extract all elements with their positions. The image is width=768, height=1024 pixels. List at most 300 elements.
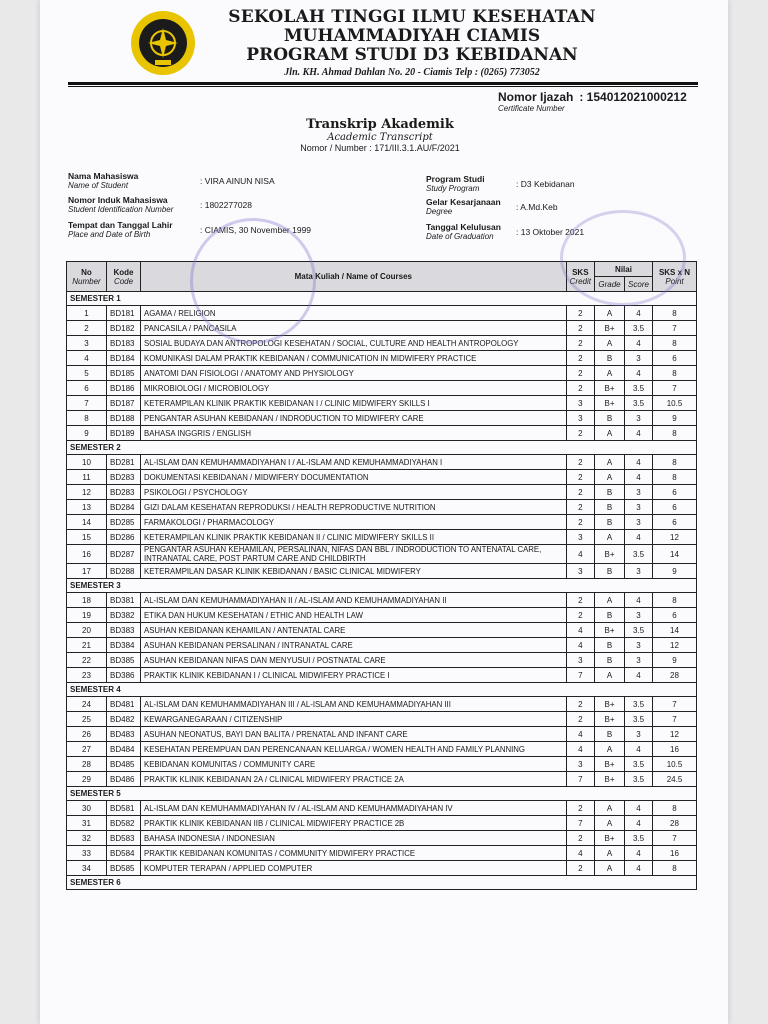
cell-point: 28 [653, 816, 697, 831]
cell-point: 6 [653, 608, 697, 623]
semester-heading [67, 787, 697, 801]
cell-course: ETIKA DAN HUKUM KESEHATAN / ETHIC AND HEALTH LAW [141, 608, 567, 623]
student-id: : 1802277028 [200, 200, 252, 210]
cell-no: 18 [67, 593, 107, 608]
cell-grade: B+ [595, 623, 625, 638]
cell-code: BD283 [107, 485, 141, 500]
cell-no: 4 [67, 351, 107, 366]
cell-point: 7 [653, 697, 697, 712]
document-title [200, 117, 560, 153]
cell-course: KETERAMPILAN KLINIK PRAKTIK KEBIDANAN II / CLINIC MIDWIFERY SKILLS II [141, 530, 567, 545]
certificate-label: Nomor Ijazah [498, 90, 574, 104]
cell-grade: A [595, 816, 625, 831]
cell-no: 10 [67, 455, 107, 470]
cell-no: 33 [67, 846, 107, 861]
institution-logo-icon [130, 10, 196, 76]
header-divider-thin [68, 86, 698, 87]
birth-label: Tempat dan Tanggal Lahir [68, 220, 173, 230]
cell-point: 14 [653, 545, 697, 564]
cell-course: AL-ISLAM DAN KEMUHAMMADIYAHAN IV / AL-ISLAM AND KEMUHAMMADIYAHAN IV [141, 801, 567, 816]
cell-grade: B+ [595, 757, 625, 772]
cell-grade: B [595, 564, 625, 579]
cell-sks: 2 [566, 455, 594, 470]
nim-label-en: Student Identification Number [68, 205, 174, 214]
semester-heading [67, 876, 697, 890]
cell-no: 27 [67, 742, 107, 757]
cell-grade: B [595, 411, 625, 426]
cell-grade: A [595, 742, 625, 757]
cell-code: BD484 [107, 742, 141, 757]
cell-sks: 3 [566, 411, 594, 426]
cell-code: BD386 [107, 668, 141, 683]
cell-sks: 2 [566, 515, 594, 530]
cell-score: 3.5 [625, 757, 653, 772]
cell-no: 19 [67, 608, 107, 623]
cell-score: 4 [625, 668, 653, 683]
cell-point: 8 [653, 306, 697, 321]
cell-code: BD288 [107, 564, 141, 579]
cell-no: 15 [67, 530, 107, 545]
cell-sks: 7 [566, 816, 594, 831]
cell-point: 12 [653, 727, 697, 742]
cell-score: 3 [625, 638, 653, 653]
cell-course: KOMPUTER TERAPAN / APPLIED COMPUTER [141, 861, 567, 876]
cell-course: ANATOMI DAN FISIOLOGI / ANATOMY AND PHYSIOLOGY [141, 366, 567, 381]
table-row [67, 846, 697, 861]
table-row [67, 470, 697, 485]
cell-grade: A [595, 426, 625, 441]
cell-no: 25 [67, 712, 107, 727]
cell-code: BD181 [107, 306, 141, 321]
cell-course: PRAKTIK KEBIDANAN KOMUNITAS / COMMUNITY MIDWIFERY PRACTICE [141, 846, 567, 861]
cell-no: 3 [67, 336, 107, 351]
cell-point: 16 [653, 742, 697, 757]
cell-code: BD287 [107, 545, 141, 564]
semester-label: SEMESTER 3 [67, 579, 697, 593]
cell-score: 3 [625, 653, 653, 668]
table-row [67, 861, 697, 876]
student-birth: : CIAMIS, 30 November 1999 [200, 225, 312, 235]
cell-code: BD582 [107, 816, 141, 831]
cell-code: BD285 [107, 515, 141, 530]
cell-score: 3.5 [625, 697, 653, 712]
cell-score: 3.5 [625, 772, 653, 787]
header-line-3: PROGRAM STUDI D3 KEBIDANAN [246, 45, 578, 65]
birth-label-en: Place and Date of Birth [68, 230, 151, 239]
cell-grade: B [595, 608, 625, 623]
institution-header [212, 8, 612, 78]
cell-grade: A [595, 846, 625, 861]
cell-course: PRAKTIK KLINIK KEBIDANAN I / CLINICAL MIDWIFERY PRACTICE I [141, 668, 567, 683]
cell-course: AL-ISLAM DAN KEMUHAMMADIYAHAN II / AL-ISLAM AND KEMUHAMMADIYAHAN II [141, 593, 567, 608]
faded-stamp [190, 218, 316, 344]
cell-point: 7 [653, 321, 697, 336]
cell-course: ASUHAN KEBIDANAN NIFAS DAN MENYUSUI / POSTNATAL CARE [141, 653, 567, 668]
col-sks: SKS Credit [566, 262, 594, 292]
cell-sks: 4 [566, 545, 594, 564]
cell-course: KETERAMPILAN DASAR KLINIK KEBIDANAN / BASIC CLINICAL MIDWIFERY [141, 564, 567, 579]
cell-code: BD482 [107, 712, 141, 727]
cell-grade: B+ [595, 381, 625, 396]
table-row [67, 545, 697, 564]
cell-no: 1 [67, 306, 107, 321]
cell-point: 10.5 [653, 757, 697, 772]
header-address: Jln. KH. Ahmad Dahlan No. 20 - Ciamis Telp : (0265) 773052 [284, 67, 540, 78]
cell-point: 8 [653, 336, 697, 351]
cell-course: PANCASILA / PANCASILA [141, 321, 567, 336]
cell-point: 8 [653, 426, 697, 441]
table-row [67, 727, 697, 742]
cell-sks: 2 [566, 366, 594, 381]
cell-no: 6 [67, 381, 107, 396]
cell-point: 9 [653, 564, 697, 579]
cell-grade: A [595, 455, 625, 470]
cell-score: 3 [625, 351, 653, 366]
student-name: : VIRA AINUN NISA [200, 176, 275, 186]
cell-course: KEBIDANAN KOMUNITAS / COMMUNITY CARE [141, 757, 567, 772]
table-row [67, 801, 697, 816]
semester-label: SEMESTER 6 [67, 876, 697, 890]
cell-score: 3 [625, 515, 653, 530]
col-point: SKS x N Point [653, 262, 697, 292]
semester-label: SEMESTER 2 [67, 441, 697, 455]
cell-sks: 2 [566, 608, 594, 623]
table-row [67, 608, 697, 623]
table-row [67, 638, 697, 653]
table-row [67, 653, 697, 668]
cell-no: 29 [67, 772, 107, 787]
cell-code: BD583 [107, 831, 141, 846]
cell-sks: 3 [566, 564, 594, 579]
certificate-number [498, 90, 687, 113]
cell-no: 13 [67, 500, 107, 515]
cell-grade: B [595, 653, 625, 668]
cell-course: SOSIAL BUDAYA DAN ANTROPOLOGI KESEHATAN / SOCIAL, CULTURE AND HEALTH ANTROPOLOGY [141, 336, 567, 351]
cell-course: PSIKOLOGI / PSYCHOLOGY [141, 485, 567, 500]
cell-point: 16 [653, 846, 697, 861]
cell-grade: A [595, 801, 625, 816]
cell-sks: 2 [566, 697, 594, 712]
cell-point: 7 [653, 381, 697, 396]
cell-no: 20 [67, 623, 107, 638]
cell-sks: 2 [566, 470, 594, 485]
cell-sks: 2 [566, 381, 594, 396]
transcript-body [67, 292, 697, 890]
cell-no: 28 [67, 757, 107, 772]
semester-heading [67, 441, 697, 455]
title-sub: Academic Transcript [327, 132, 433, 143]
cell-code: BD281 [107, 455, 141, 470]
title-main: Transkrip Akademik [306, 117, 454, 132]
cell-no: 31 [67, 816, 107, 831]
cell-no: 5 [67, 366, 107, 381]
cell-point: 9 [653, 653, 697, 668]
program-block [426, 174, 686, 193]
title-number: Nomor / Number : 171/III.3.1.AU/F/2021 [300, 143, 460, 153]
cell-sks: 4 [566, 638, 594, 653]
cell-no: 30 [67, 801, 107, 816]
graduation-date: : 13 Oktober 2021 [516, 227, 585, 237]
cell-point: 12 [653, 638, 697, 653]
cell-code: BD185 [107, 366, 141, 381]
cell-code: BD184 [107, 351, 141, 366]
student-name-block [68, 171, 408, 190]
degree-label: Gelar Kesarjanaan [426, 197, 501, 207]
cell-sks: 2 [566, 351, 594, 366]
table-row [67, 336, 697, 351]
cell-point: 12 [653, 530, 697, 545]
cell-code: BD383 [107, 623, 141, 638]
cell-score: 3.5 [625, 545, 653, 564]
degree-label-en: Degree [426, 207, 453, 216]
cell-sks: 2 [566, 831, 594, 846]
cell-course: KEWARGANEGARAAN / CITIZENSHIP [141, 712, 567, 727]
cell-grade: A [595, 861, 625, 876]
cell-point: 8 [653, 861, 697, 876]
faded-stamp-right [560, 210, 686, 306]
cell-score: 4 [625, 426, 653, 441]
nim-label: Nomor Induk Mahasiswa [68, 195, 168, 205]
cell-code: BD384 [107, 638, 141, 653]
cell-sks: 4 [566, 623, 594, 638]
cell-course: FARMAKOLOGI / PHARMACOLOGY [141, 515, 567, 530]
cell-sks: 3 [566, 530, 594, 545]
cell-score: 3.5 [625, 381, 653, 396]
cell-point: 7 [653, 831, 697, 846]
table-row [67, 426, 697, 441]
cell-sks: 7 [566, 772, 594, 787]
cell-no: 9 [67, 426, 107, 441]
table-row [67, 500, 697, 515]
certificate-sub-label: Certificate Number [498, 104, 565, 113]
cell-grade: B+ [595, 712, 625, 727]
cell-score: 4 [625, 816, 653, 831]
cell-grade: A [595, 593, 625, 608]
cell-sks: 2 [566, 801, 594, 816]
cell-sks: 2 [566, 485, 594, 500]
cell-course: GIZI DALAM KESEHATAN REPRODUKSI / HEALTH REPRODUCTIVE NUTRITION [141, 500, 567, 515]
cell-sks: 4 [566, 742, 594, 757]
cell-sks: 2 [566, 712, 594, 727]
cell-grade: B+ [595, 545, 625, 564]
cell-sks: 2 [566, 306, 594, 321]
semester-label: SEMESTER 5 [67, 787, 697, 801]
cell-code: BD284 [107, 500, 141, 515]
cell-no: 16 [67, 545, 107, 564]
table-row [67, 485, 697, 500]
cell-point: 14 [653, 623, 697, 638]
cell-score: 3 [625, 564, 653, 579]
cell-sks: 3 [566, 757, 594, 772]
cell-grade: B+ [595, 772, 625, 787]
cell-grade: B [595, 351, 625, 366]
cell-course: PENGANTAR ASUHAN KEBIDANAN / INDRODUCTION TO MIDWIFERY CARE [141, 411, 567, 426]
cell-score: 4 [625, 801, 653, 816]
cell-course: BAHASA INDONESIA / INDONESIAN [141, 831, 567, 846]
cell-grade: B [595, 638, 625, 653]
table-row [67, 515, 697, 530]
semester-label: SEMESTER 4 [67, 683, 697, 697]
table-row [67, 742, 697, 757]
cell-score: 3.5 [625, 831, 653, 846]
col-no: No Number [67, 262, 107, 292]
cell-code: BD381 [107, 593, 141, 608]
degree-value: : A.Md.Keb [516, 202, 558, 212]
cell-sks: 2 [566, 500, 594, 515]
cell-point: 8 [653, 801, 697, 816]
col-score: Score [625, 277, 653, 292]
table-row [67, 411, 697, 426]
cell-score: 3.5 [625, 321, 653, 336]
cell-no: 24 [67, 697, 107, 712]
cell-code: BD189 [107, 426, 141, 441]
cell-sks: 2 [566, 861, 594, 876]
cell-sks: 3 [566, 396, 594, 411]
cell-grade: B+ [595, 831, 625, 846]
table-row [67, 772, 697, 787]
program-label: Program Studi [426, 174, 485, 184]
cell-course: ASUHAN KEBIDANAN KEHAMILAN / ANTENATAL CARE [141, 623, 567, 638]
cell-score: 4 [625, 846, 653, 861]
cell-score: 3 [625, 485, 653, 500]
cell-score: 4 [625, 742, 653, 757]
semester-heading [67, 683, 697, 697]
table-row [67, 816, 697, 831]
cell-code: BD283 [107, 470, 141, 485]
cell-course: ASUHAN NEONATUS, BAYI DAN BALITA / PRENATAL AND INFANT CARE [141, 727, 567, 742]
cell-grade: A [595, 366, 625, 381]
cell-code: BD585 [107, 861, 141, 876]
name-label: Nama Mahasiswa [68, 171, 139, 181]
cell-code: BD286 [107, 530, 141, 545]
cell-grade: B+ [595, 697, 625, 712]
cell-score: 3 [625, 727, 653, 742]
cell-sks: 7 [566, 668, 594, 683]
cell-grade: B+ [595, 321, 625, 336]
cell-code: BD182 [107, 321, 141, 336]
cell-code: BD481 [107, 697, 141, 712]
cell-no: 32 [67, 831, 107, 846]
cell-point: 7 [653, 712, 697, 727]
cell-course: AL-ISLAM DAN KEMUHAMMADIYAHAN III / AL-ISLAM AND KEMUHAMMADIYAHAN III [141, 697, 567, 712]
cell-grade: B [595, 500, 625, 515]
cell-code: BD485 [107, 757, 141, 772]
col-code: Kode Code [107, 262, 141, 292]
cell-score: 4 [625, 306, 653, 321]
cell-point: 8 [653, 593, 697, 608]
cell-sks: 2 [566, 426, 594, 441]
certificate-value: : 154012021000212 [579, 90, 687, 104]
table-row [67, 712, 697, 727]
cell-grade: B+ [595, 396, 625, 411]
grad-label: Tanggal Kelulusan [426, 222, 501, 232]
table-row [67, 455, 697, 470]
cell-point: 24.5 [653, 772, 697, 787]
table-row [67, 564, 697, 579]
cell-sks: 4 [566, 727, 594, 742]
cell-score: 4 [625, 861, 653, 876]
cell-code: BD188 [107, 411, 141, 426]
cell-point: 6 [653, 351, 697, 366]
cell-grade: A [595, 336, 625, 351]
cell-grade: A [595, 306, 625, 321]
cell-code: BD186 [107, 381, 141, 396]
cell-sks: 3 [566, 653, 594, 668]
cell-no: 34 [67, 861, 107, 876]
grad-label-en: Date of Graduation [426, 232, 494, 241]
cell-grade: B [595, 515, 625, 530]
cell-code: BD187 [107, 396, 141, 411]
cell-score: 3 [625, 411, 653, 426]
cell-course: ASUHAN KEBIDANAN PERSALINAN / INTRANATAL CARE [141, 638, 567, 653]
cell-grade: B [595, 727, 625, 742]
cell-sks: 2 [566, 321, 594, 336]
cell-score: 3.5 [625, 396, 653, 411]
table-row [67, 697, 697, 712]
cell-no: 11 [67, 470, 107, 485]
table-row [67, 396, 697, 411]
col-nilai: Nilai [595, 262, 653, 277]
cell-course: MIKROBIOLOGI / MICROBIOLOGY [141, 381, 567, 396]
table-row [67, 321, 697, 336]
cell-no: 8 [67, 411, 107, 426]
cell-course: PRAKTIK KLINIK KEBIDANAN 2A / CLINICAL MIDWIFERY PRACTICE 2A [141, 772, 567, 787]
cell-code: BD483 [107, 727, 141, 742]
cell-code: BD486 [107, 772, 141, 787]
cell-grade: A [595, 530, 625, 545]
cell-code: BD385 [107, 653, 141, 668]
cell-course: PRAKTIK KLINIK KEBIDANAN IIB / CLINICAL MIDWIFERY PRACTICE 2B [141, 816, 567, 831]
cell-sks: 4 [566, 846, 594, 861]
cell-no: 22 [67, 653, 107, 668]
cell-score: 3 [625, 608, 653, 623]
cell-point: 8 [653, 470, 697, 485]
cell-course: AL-ISLAM DAN KEMUHAMMADIYAHAN I / AL-ISLAM AND KEMUHAMMADIYAHAN I [141, 455, 567, 470]
cell-point: 6 [653, 515, 697, 530]
cell-grade: A [595, 668, 625, 683]
cell-no: 7 [67, 396, 107, 411]
cell-point: 9 [653, 411, 697, 426]
table-row [67, 757, 697, 772]
cell-sks: 2 [566, 336, 594, 351]
semester-label: SEMESTER 1 [67, 292, 697, 306]
semester-heading [67, 579, 697, 593]
cell-no: 23 [67, 668, 107, 683]
cell-score: 4 [625, 530, 653, 545]
table-row [67, 668, 697, 683]
cell-score: 3.5 [625, 712, 653, 727]
cell-course: KETERAMPILAN KLINIK PRAKTIK KEBIDANAN I / CLINIC MIDWIFERY SKILLS I [141, 396, 567, 411]
student-id-block [68, 195, 408, 214]
cell-no: 17 [67, 564, 107, 579]
cell-point: 8 [653, 366, 697, 381]
cell-no: 26 [67, 727, 107, 742]
header-line-1: SEKOLAH TINGGI ILMU KESEHATAN [228, 7, 596, 27]
cell-course: AGAMA / RELIGION [141, 306, 567, 321]
cell-no: 2 [67, 321, 107, 336]
table-row [67, 593, 697, 608]
cell-no: 12 [67, 485, 107, 500]
cell-score: 4 [625, 336, 653, 351]
table-row [67, 831, 697, 846]
cell-point: 6 [653, 500, 697, 515]
program-label-en: Study Program [426, 184, 480, 193]
col-grade: Grade [595, 277, 625, 292]
cell-code: BD581 [107, 801, 141, 816]
cell-score: 4 [625, 366, 653, 381]
cell-no: 21 [67, 638, 107, 653]
cell-score: 4 [625, 455, 653, 470]
